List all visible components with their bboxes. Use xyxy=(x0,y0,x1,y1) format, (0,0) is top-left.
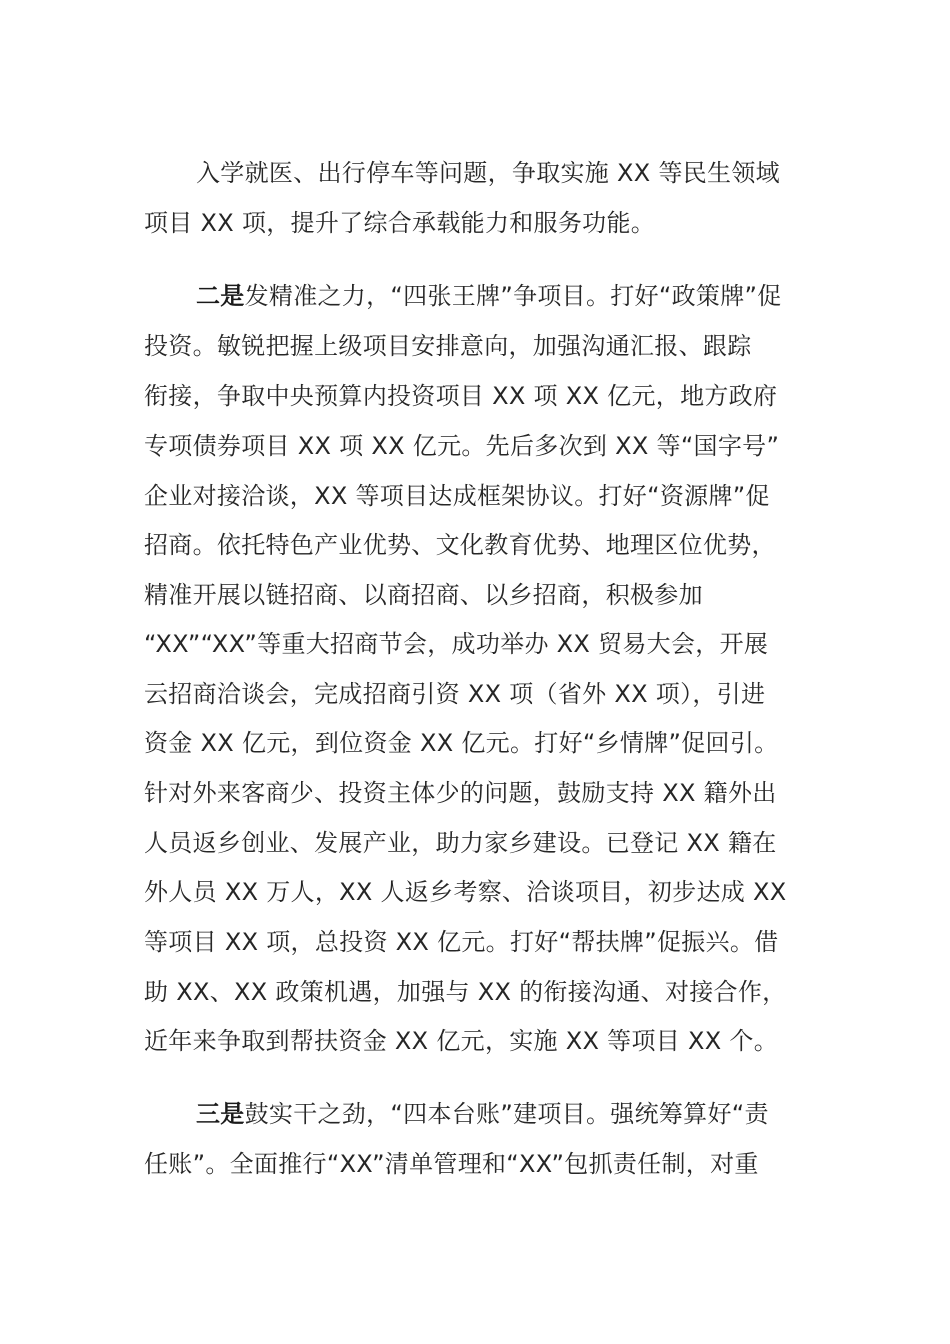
paragraph-3-lead: 三是 xyxy=(196,1100,245,1128)
paragraph-3-line-1-text: 鼓实干之劲，“四本台账”建项目。强统筹算好“责 xyxy=(244,1100,769,1128)
paragraph-2-line-10: 资金 XX 亿元，到位资金 XX 亿元。打好“乡情牌”促回引。 xyxy=(144,729,779,757)
paragraph-3-line-2: 任账”。全面推行“XX”清单管理和“XX”包抓责任制，对重 xyxy=(144,1150,759,1178)
paragraph-2-line-13: 外人员 XX 万人，XX 人返乡考察、洽谈项目，初步达成 XX xyxy=(144,878,787,906)
paragraph-2-line-16: 近年来争取到帮扶资金 XX 亿元，实施 XX 等项目 XX 个。 xyxy=(144,1027,779,1055)
paragraph-2-line-11: 针对外来客商少、投资主体少的问题，鼓励支持 XX 籍外出 xyxy=(144,779,777,807)
paragraph-2-line-5: 企业对接洽谈，XX 等项目达成框架协议。打好“资源牌”促 xyxy=(144,482,770,510)
paragraph-2-line-12: 人员返乡创业、发展产业，助力家乡建设。已登记 XX 籍在 xyxy=(144,829,777,857)
paragraph-2-lead: 二是 xyxy=(196,282,245,310)
paragraph-2-line-4: 专项债券项目 XX 项 XX 亿元。先后多次到 XX 等“国字号” xyxy=(144,432,780,460)
paragraph-1-line-1: 入学就医、出行停车等问题，争取实施 XX 等民生领域 xyxy=(196,159,780,187)
paragraph-2-line-9: 云招商洽谈会，完成招商引资 XX 项（省外 XX 项），引进 xyxy=(144,680,766,708)
paragraph-2-line-1 xyxy=(196,279,782,313)
paragraph-3-line-1 xyxy=(196,1097,769,1131)
paragraph-2-line-8: “XX”“XX”等重大招商节会，成功举办 XX 贸易大会，开展 xyxy=(144,630,769,658)
paragraph-2-line-2: 投资。敏锐把握上级项目安排意向，加强沟通汇报、跟踪 xyxy=(144,332,752,360)
paragraph-1-line-2: 项目 XX 项，提升了综合承载能力和服务功能。 xyxy=(144,209,656,237)
paragraph-2-line-14: 等项目 XX 项，总投资 XX 亿元。打好“帮扶牌”促振兴。借 xyxy=(144,928,779,956)
paragraph-2-line-7: 精准开展以链招商、以商招商、以乡招商，积极参加 xyxy=(144,581,703,609)
paragraph-2-line-1-text: 发精准之力，“四张王牌”争项目。打好“政策牌”促 xyxy=(244,282,782,310)
paragraph-2-line-6: 招商。依托特色产业优势、文化教育优势、地理区位优势， xyxy=(144,531,776,559)
paragraph-2-line-3: 衔接，争取中央预算内投资项目 XX 项 XX 亿元，地方政府 xyxy=(144,382,778,410)
paragraph-2-line-15: 助 XX、XX 政策机遇，加强与 XX 的衔接沟通、对接合作， xyxy=(144,978,787,1006)
